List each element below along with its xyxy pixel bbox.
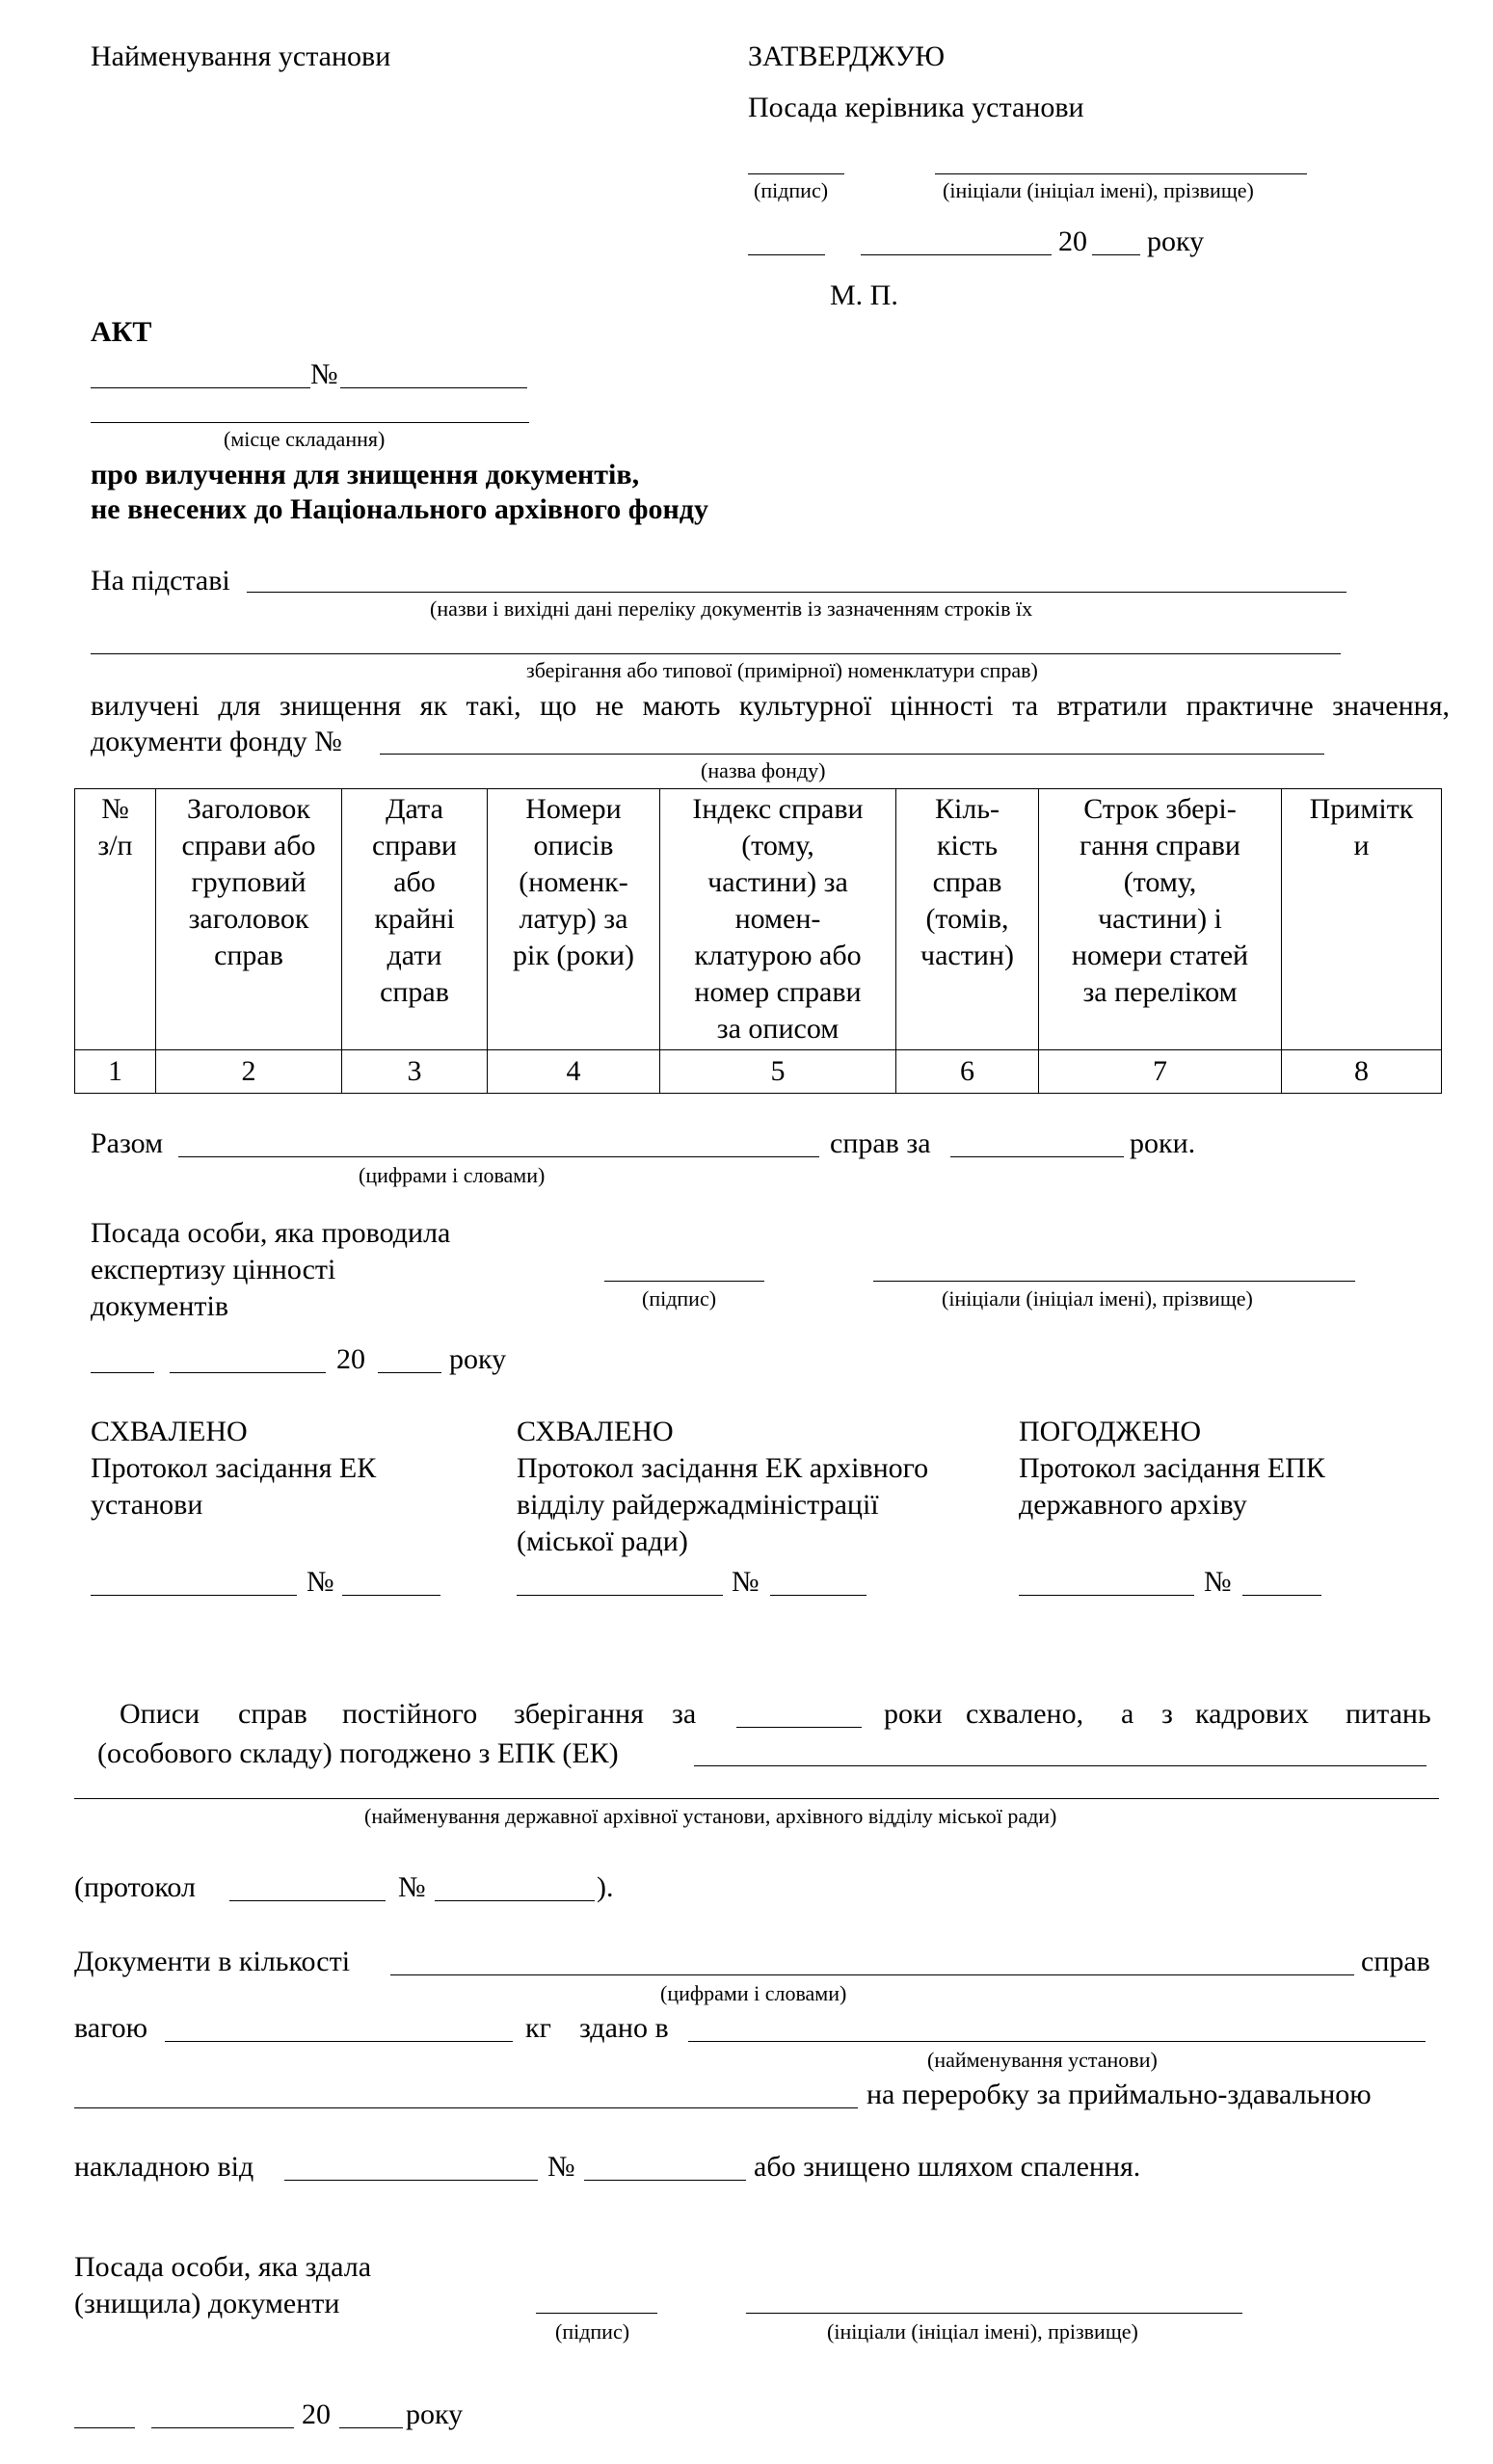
expert-day-line[interactable] bbox=[91, 1372, 154, 1373]
header-line: (томів, bbox=[925, 903, 1009, 935]
inventory-word: схвалено, bbox=[966, 1698, 1084, 1730]
header-line: справи bbox=[372, 830, 457, 861]
handover-signature-line[interactable] bbox=[536, 2313, 657, 2314]
header-line: справ bbox=[214, 940, 283, 971]
header-line: описів bbox=[533, 830, 614, 861]
act-number-line[interactable] bbox=[340, 387, 527, 388]
protocol-close: ). bbox=[597, 1871, 614, 1903]
col-header-title bbox=[156, 789, 342, 1050]
header-line: крайні bbox=[374, 903, 455, 935]
approval-date-line[interactable] bbox=[91, 1595, 297, 1596]
handover-line-1: Посада особи, яка здала bbox=[74, 2251, 372, 2283]
approve-year-line[interactable] bbox=[1092, 254, 1140, 255]
documents-handed-to: здано в bbox=[579, 2012, 669, 2044]
act-number-sign: № bbox=[310, 358, 338, 390]
handover-day-line[interactable] bbox=[74, 2427, 135, 2428]
header-line: и bbox=[1353, 830, 1370, 861]
inventory-word: питань bbox=[1346, 1698, 1431, 1730]
inventory-word: а bbox=[1121, 1698, 1134, 1730]
header-line: рік (роки) bbox=[512, 940, 635, 971]
col-header-retention bbox=[1039, 789, 1282, 1050]
inventory-word: постійного bbox=[342, 1698, 478, 1730]
total-middle: справ за bbox=[830, 1127, 931, 1159]
header-line: Заголовок bbox=[186, 793, 310, 825]
documents-weight-unit: кг bbox=[525, 2012, 551, 2044]
approve-month-line[interactable] bbox=[861, 254, 1052, 255]
inventory-institution-line[interactable] bbox=[74, 1798, 1439, 1799]
handover-year-prefix: 20 bbox=[302, 2398, 331, 2430]
header-line: дати bbox=[387, 940, 442, 971]
approval-line: Протокол засідання ЕК bbox=[91, 1452, 377, 1484]
approve-label: ЗАТВЕРДЖУЮ bbox=[748, 40, 946, 72]
col-header-date bbox=[342, 789, 488, 1050]
handover-name-caption: (ініціали (ініціал імені), прізвище) bbox=[827, 2319, 1138, 2344]
expert-signature-line[interactable] bbox=[604, 1281, 764, 1282]
col-header-index bbox=[660, 789, 896, 1050]
documents-recipient-line[interactable] bbox=[74, 2107, 858, 2108]
stamp-label: М. П. bbox=[830, 279, 898, 311]
header-line: з/п bbox=[97, 830, 133, 861]
header-line: груповий bbox=[191, 866, 307, 898]
approve-day-line[interactable] bbox=[748, 254, 825, 255]
inventory-caption: (найменування державної архівної установи, архівного відділу міської ради) bbox=[364, 1804, 1057, 1828]
header-line: частин) bbox=[920, 940, 1014, 971]
approval-date-line[interactable] bbox=[1019, 1595, 1194, 1596]
basis-line-2[interactable] bbox=[91, 653, 1341, 654]
expert-name-line[interactable] bbox=[873, 1281, 1355, 1282]
protocol-open: (протокол bbox=[74, 1871, 196, 1903]
approval-line: державного архіву bbox=[1019, 1489, 1247, 1521]
header-line: гання справи bbox=[1080, 830, 1240, 861]
documents-qty-end: справ bbox=[1361, 1946, 1430, 1977]
fund-label: документи фонду № bbox=[91, 726, 342, 757]
handover-month-line[interactable] bbox=[151, 2427, 294, 2428]
basis-caption-2: зберігання або типової (примірної) номенклатури справ) bbox=[526, 658, 1038, 682]
inventory-word: роки bbox=[884, 1698, 943, 1730]
col-number-cell: 7 bbox=[1039, 1050, 1282, 1094]
col-number-cell: 3 bbox=[342, 1050, 488, 1094]
total-label: Разом bbox=[91, 1127, 164, 1159]
header-line: (номенк- bbox=[519, 866, 628, 898]
approve-year-prefix: 20 bbox=[1058, 225, 1087, 257]
protocol-number-line[interactable] bbox=[435, 1900, 595, 1901]
protocol-date-line[interactable] bbox=[229, 1900, 386, 1901]
documents-table bbox=[74, 788, 1442, 1094]
header-line: кість bbox=[936, 830, 999, 861]
head-signature-caption: (підпис) bbox=[754, 178, 829, 202]
approval-number-sign: № bbox=[1204, 1566, 1232, 1598]
handover-signature-caption: (підпис) bbox=[555, 2319, 630, 2344]
basis-label: На підставі bbox=[91, 565, 230, 596]
approval-date-line[interactable] bbox=[517, 1595, 723, 1596]
approval-line: (міської ради) bbox=[517, 1525, 688, 1557]
handover-year-suffix: року bbox=[406, 2398, 464, 2430]
total-end: роки. bbox=[1130, 1127, 1196, 1159]
institution-name: Найменування установи bbox=[91, 40, 391, 72]
header-line: справи або bbox=[181, 830, 316, 861]
approval-line: Протокол засідання ЕПК bbox=[1019, 1452, 1325, 1484]
documents-weight-label: вагою bbox=[74, 2012, 148, 2044]
header-line: (тому, bbox=[1123, 866, 1197, 898]
approval-number-sign: № bbox=[307, 1566, 334, 1598]
inventory-word: кадрових bbox=[1195, 1698, 1309, 1730]
header-line: або bbox=[393, 866, 436, 898]
protocol-number-sign: № bbox=[398, 1871, 426, 1903]
head-name-caption: (ініціали (ініціал імені), прізвище) bbox=[943, 178, 1254, 202]
handover-year-line[interactable] bbox=[339, 2427, 403, 2428]
col-header-notes bbox=[1282, 789, 1442, 1050]
inventory-word: Описи bbox=[120, 1698, 200, 1730]
documents-institution-caption: (найменування установи) bbox=[927, 2048, 1158, 2072]
fund-caption: (назва фонду) bbox=[701, 758, 826, 782]
header-line: за описом bbox=[716, 1013, 840, 1045]
col-number-cell: 4 bbox=[488, 1050, 660, 1094]
head-position: Посада керівника установи bbox=[748, 92, 1084, 123]
act-place-line[interactable] bbox=[91, 422, 529, 423]
approval-number-line[interactable] bbox=[770, 1595, 866, 1596]
act-subtitle-2: не внесених до Національного архівного фонду bbox=[91, 493, 708, 525]
header-line: Дата bbox=[386, 793, 443, 825]
col-header-inventory bbox=[488, 789, 660, 1050]
total-years-line[interactable] bbox=[950, 1156, 1124, 1157]
documents-processing: на переробку за приймально-здавальною bbox=[866, 2079, 1372, 2110]
expert-line-3: документів bbox=[91, 1290, 228, 1322]
header-line: номер справи bbox=[694, 976, 862, 1008]
basis-caption-1: (назви і вихідні дані переліку документів із зазначенням строків їх bbox=[430, 596, 1033, 621]
total-caption: (цифрами і словами) bbox=[359, 1163, 546, 1187]
approval-line: Протокол засідання ЕК архівного bbox=[517, 1452, 929, 1484]
inventory-word: справ bbox=[238, 1698, 307, 1730]
waybill-number-line[interactable] bbox=[584, 2180, 746, 2181]
header-line: Номери bbox=[525, 793, 622, 825]
expert-year-prefix: 20 bbox=[336, 1343, 365, 1375]
documents-weight-line[interactable] bbox=[165, 2041, 513, 2042]
documents-qty-caption: (цифрами і словами) bbox=[660, 1981, 847, 2005]
header-line: заголовок bbox=[188, 903, 309, 935]
waybill-date-line[interactable] bbox=[284, 2180, 538, 2181]
total-count-line[interactable] bbox=[178, 1156, 819, 1157]
handover-line-2: (знищила) документи bbox=[74, 2288, 340, 2319]
documents-qty-label: Документи в кількості bbox=[74, 1946, 351, 1977]
approval-number-line[interactable] bbox=[342, 1595, 440, 1596]
header-line: № bbox=[101, 793, 129, 825]
table-number-row bbox=[75, 1050, 1442, 1094]
inventory-word: з bbox=[1161, 1698, 1173, 1730]
col-number-cell: 2 bbox=[156, 1050, 342, 1094]
waybill-label: накладною від bbox=[74, 2151, 254, 2183]
header-line: Примітк bbox=[1309, 793, 1414, 825]
col-number-cell: 8 bbox=[1282, 1050, 1442, 1094]
expert-signature-caption: (підпис) bbox=[642, 1286, 717, 1311]
inventory-years-line[interactable] bbox=[736, 1727, 862, 1728]
header-line: латур) за bbox=[519, 903, 628, 935]
header-line: номери статей bbox=[1071, 940, 1249, 971]
expert-line-1: Посада особи, яка проводила bbox=[91, 1217, 451, 1249]
col-header-count bbox=[896, 789, 1039, 1050]
header-line: справ bbox=[380, 976, 449, 1008]
head-signature-line[interactable] bbox=[748, 173, 844, 174]
approve-year-suffix: року bbox=[1147, 225, 1205, 257]
header-line: за переліком bbox=[1082, 976, 1238, 1008]
col-number-cell: 6 bbox=[896, 1050, 1039, 1094]
header-line: частини) і bbox=[1098, 903, 1222, 935]
header-line: клатурою або bbox=[694, 940, 862, 971]
inventory-word: за bbox=[672, 1698, 697, 1730]
expert-line-2: експертизу цінності bbox=[91, 1254, 336, 1285]
act-subtitle-1: про вилучення для знищення документів, bbox=[91, 459, 640, 490]
expert-month-line[interactable] bbox=[170, 1372, 326, 1373]
documents-institution-line[interactable] bbox=[688, 2041, 1426, 2042]
approval-title: СХВАЛЕНО bbox=[517, 1416, 674, 1447]
expert-name-caption: (ініціали (ініціал імені), прізвище) bbox=[942, 1286, 1253, 1311]
inventory-epk-line[interactable] bbox=[694, 1765, 1426, 1766]
header-line: частини) за bbox=[707, 866, 848, 898]
approval-line: відділу райдержадміністрації bbox=[517, 1489, 879, 1521]
act-place-caption: (місце складання) bbox=[224, 427, 386, 451]
header-line: номен- bbox=[734, 903, 821, 935]
approval-title: ПОГОДЖЕНО bbox=[1019, 1416, 1202, 1447]
header-line: Індекс справи bbox=[692, 793, 864, 825]
approval-number-line[interactable] bbox=[1242, 1595, 1321, 1596]
col-header-number bbox=[75, 789, 156, 1050]
basis-text-1: вилучені для знищення як такі, що не мають культурної цінності та втратили практичне значення, bbox=[91, 690, 1450, 722]
documents-qty-line[interactable] bbox=[390, 1974, 1354, 1975]
expert-year-suffix: року bbox=[449, 1343, 507, 1375]
handover-name-line[interactable] bbox=[746, 2313, 1242, 2314]
header-line: Строк збері- bbox=[1083, 793, 1237, 825]
expert-year-line[interactable] bbox=[378, 1372, 441, 1373]
header-line: Кіль- bbox=[935, 793, 1000, 825]
waybill-number-sign: № bbox=[547, 2151, 575, 2183]
act-title: АКТ bbox=[91, 316, 152, 348]
approval-number-sign: № bbox=[732, 1566, 760, 1598]
approval-title: СХВАЛЕНО bbox=[91, 1416, 248, 1447]
table-header-row bbox=[75, 789, 1442, 1050]
fund-name-line[interactable] bbox=[380, 754, 1324, 755]
inventory-word: зберігання bbox=[514, 1698, 644, 1730]
head-name-line[interactable] bbox=[935, 173, 1307, 174]
inventory-line-2: (особового складу) погоджено з ЕПК (ЕК) bbox=[97, 1737, 619, 1769]
col-number-cell: 5 bbox=[660, 1050, 896, 1094]
waybill-end: або знищено шляхом спалення. bbox=[754, 2151, 1141, 2183]
act-date-line[interactable] bbox=[91, 387, 310, 388]
col-number-cell: 1 bbox=[75, 1050, 156, 1094]
header-line: (тому, bbox=[741, 830, 814, 861]
basis-line-1[interactable] bbox=[247, 592, 1346, 593]
approval-line: установи bbox=[91, 1489, 203, 1521]
header-line: справ bbox=[932, 866, 1002, 898]
